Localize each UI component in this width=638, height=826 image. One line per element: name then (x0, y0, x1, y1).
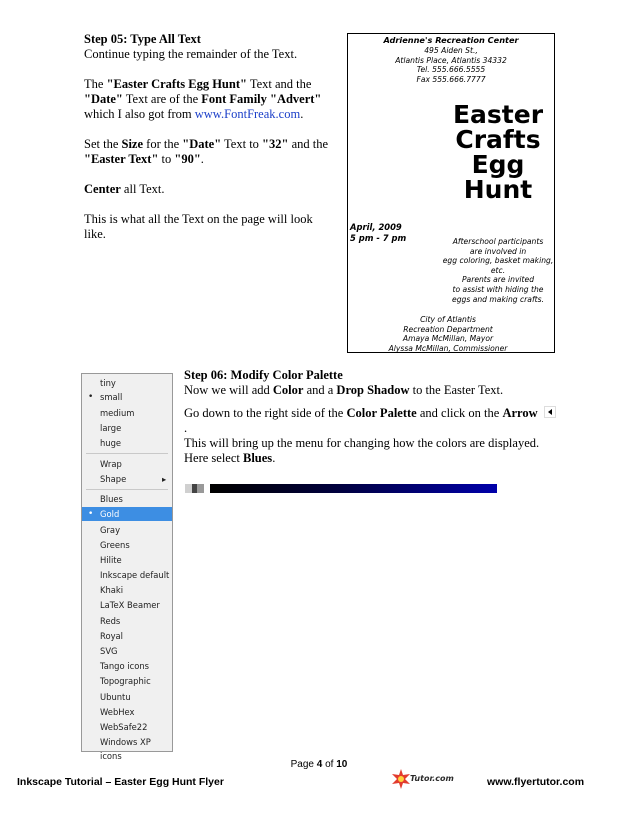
menu-item-tiny[interactable]: tiny (100, 378, 116, 388)
menu-item-small[interactable]: • small (88, 392, 123, 402)
palette-arrow-icon[interactable] (544, 406, 556, 418)
step06-line3: . (184, 421, 188, 435)
logo-burst-icon (390, 768, 412, 790)
menu-item-large[interactable]: large (100, 423, 122, 433)
logo-text: Tutor.com (410, 774, 454, 783)
menu-item-huge[interactable]: huge (100, 438, 122, 448)
step06-section (184, 368, 584, 466)
menu-separator (86, 453, 168, 454)
flyer-title-line: Egg (471, 150, 525, 179)
menu-item-websafe22[interactable]: WebSafe22 (100, 722, 148, 732)
step05-p9: like. (84, 227, 106, 241)
footer-title: Inkscape Tutorial – Easter Egg Hunt Flyer (17, 776, 224, 788)
flyer-org: Adrienne's Recreation Center (383, 35, 519, 45)
step05-heading: Step 05: Type All Text (84, 32, 201, 46)
fontfreak-link[interactable]: www.FontFreak.com (194, 107, 301, 121)
checked-bullet-icon: • (88, 392, 94, 402)
menu-item-hilite[interactable]: Hilite (100, 555, 122, 565)
step05-p1: Continue typing the remainder of the Text. (84, 47, 298, 61)
menu-item-windows-xp-icons[interactable]: Windows XP icons (100, 737, 151, 761)
step05-p5: Set the Size for the "Date" Text to "32" and the (84, 137, 329, 151)
color-palette-strip[interactable] (185, 484, 497, 493)
step05-p6: "Easter Text" to "90". (84, 152, 204, 166)
step05-p4: which I also got from www.FontFreak.com. (84, 107, 304, 121)
flyer-title-line: Hunt (463, 175, 533, 204)
menu-item-tango-icons[interactable]: Tango icons (100, 661, 149, 671)
step05-p3: "Date" Text are of the Font Family "Advert" (84, 92, 322, 106)
flyer-signature: City of Atlantis Recreation Department Amaya McMillan, Mayor Alyssa McMillan, Commissioner (388, 315, 508, 353)
menu-item-topographic[interactable]: Topographic (100, 676, 151, 686)
menu-item-blues[interactable]: Blues (100, 494, 123, 504)
flyer-title-line: Crafts (455, 125, 541, 154)
step05-p2: The "Easter Crafts Egg Hunt" Text and the (84, 77, 312, 91)
palette-menu (81, 373, 173, 761)
step05-p7: Center all Text. (84, 182, 165, 196)
menu-item-latex-beamer[interactable]: LaTeX Beamer (100, 600, 160, 610)
flyer-address: 495 Aiden St., Atlantis Place, Atlantis 34332 Tel. 555.666.5555 Fax 555.666.7777 (395, 46, 507, 84)
flyertutor-logo (390, 768, 460, 790)
menu-item-inkscape-default[interactable]: Inkscape default (100, 570, 170, 580)
menu-item-ubuntu[interactable]: Ubuntu (100, 692, 131, 702)
flyer-date: April, 2009 5 pm - 7 pm (350, 222, 407, 243)
menu-item-shape[interactable]: Shape ▸ (100, 474, 167, 484)
menu-item-gray[interactable]: Gray (100, 525, 121, 535)
menu-item-greens[interactable]: Greens (100, 540, 130, 550)
step06-line5: Here select Blues. (184, 451, 276, 465)
menu-separator (86, 489, 168, 490)
menu-item-reds[interactable]: Reds (100, 616, 121, 626)
step06-line2: Go down to the right side of the Color Palette and click on the Arrow (184, 406, 584, 421)
menu-item-webhex[interactable]: WebHex (100, 707, 135, 717)
submenu-arrow-icon: ▸ (162, 474, 167, 484)
footer-url[interactable]: www.flyertutor.com (487, 776, 585, 788)
flyer-preview (347, 33, 555, 353)
radio-bullet-icon: • (88, 509, 94, 519)
menu-item-wrap[interactable]: Wrap (100, 459, 122, 469)
flyer-title-line: Easter (452, 100, 544, 129)
menu-item-svg[interactable]: SVG (100, 646, 118, 656)
flyer-description: Afterschool participants are involved in egg coloring, basket making, etc. Parents are invited to assist with hiding the eggs and making crafts. (442, 237, 554, 304)
page-number: Page 4 of 10 (290, 759, 348, 770)
step06-heading: Step 06: Modify Color Palette (184, 368, 343, 382)
menu-item-gold[interactable]: • Gold (82, 507, 172, 521)
menu-item-medium[interactable]: medium (100, 408, 135, 418)
step05-section (84, 32, 339, 242)
step06-line4: This will bring up the menu for changing how the colors are displayed. (184, 436, 540, 450)
menu-item-khaki[interactable]: Khaki (100, 585, 124, 595)
step05-p8: This is what all the Text on the page will look (84, 212, 313, 226)
menu-item-royal[interactable]: Royal (100, 631, 123, 641)
step06-line1: Now we will add Color and a Drop Shadow to the Easter Text. (184, 383, 504, 397)
flyer-title (448, 102, 548, 202)
